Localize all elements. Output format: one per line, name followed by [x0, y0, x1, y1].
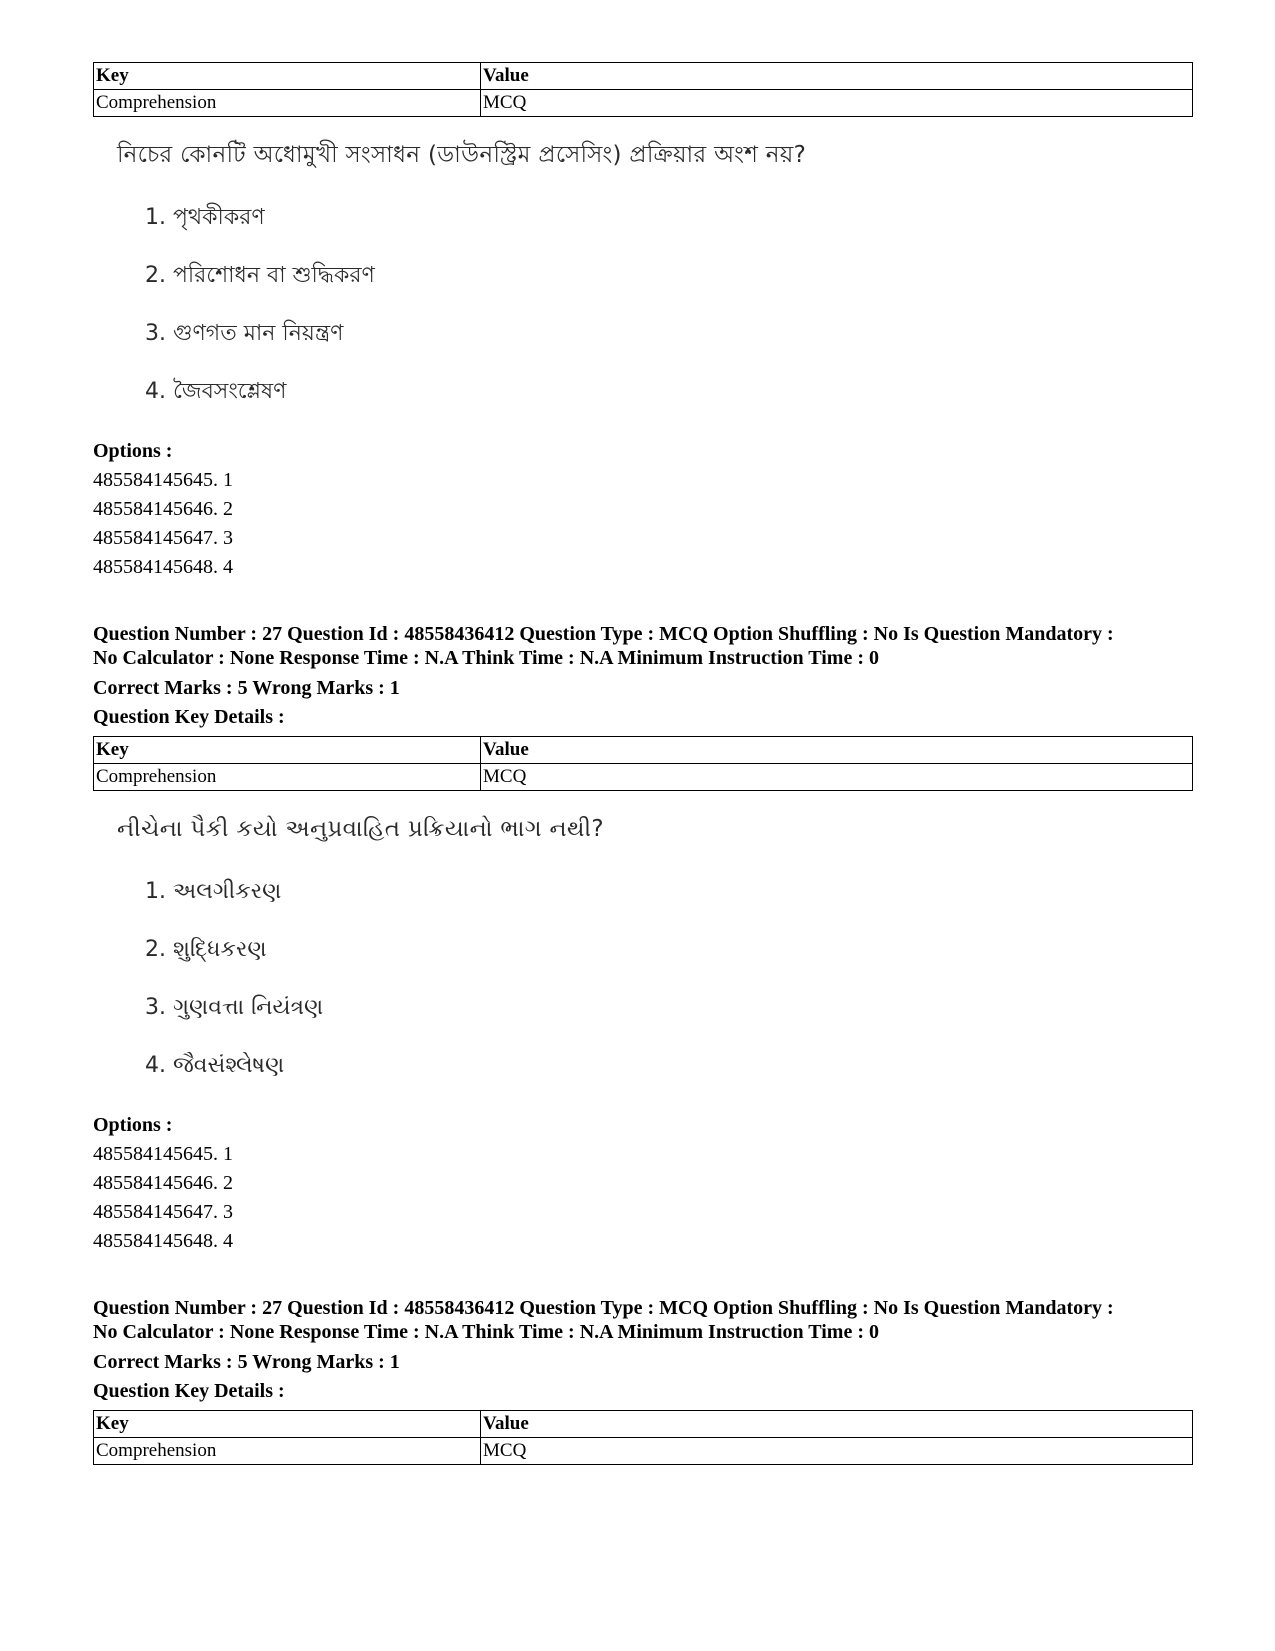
- value-cell: MCQ: [481, 90, 1193, 117]
- option-item: 485584145645. 1: [93, 469, 233, 491]
- table-header-row: [94, 737, 1193, 764]
- key-cell: Comprehension: [94, 764, 481, 791]
- table-header-row: [94, 1411, 1193, 1438]
- document-page: [93, 62, 1193, 1465]
- options-heading: Options :: [93, 440, 173, 462]
- key-cell: Comprehension: [94, 90, 481, 117]
- value-header: Value: [481, 63, 1193, 90]
- option-item: 485584145648. 4: [93, 1230, 233, 1252]
- question-image-bengali: [117, 133, 1193, 421]
- table-header-row: [94, 63, 1193, 90]
- question-meta-line: Question Number : 27 Question Id : 48558436412 Question Type : MCQ Option Shuffling : No Is Question Mandatory :: [93, 1297, 1114, 1319]
- question-choice: 3. ગુણવત્તા નિયંત્રણ: [145, 995, 324, 1020]
- value-header: Value: [481, 1411, 1193, 1438]
- table-row: [94, 1438, 1193, 1465]
- question-choice-list: [145, 863, 1193, 1095]
- option-item: 485584145646. 2: [93, 1172, 233, 1194]
- question-meta-line: Question Number : 27 Question Id : 48558436412 Question Type : MCQ Option Shuffling : No Is Question Mandatory :: [93, 623, 1114, 645]
- value-cell: MCQ: [481, 764, 1193, 791]
- key-cell: Comprehension: [94, 1438, 481, 1465]
- key-value-table: [93, 62, 1193, 117]
- question-choice: 3. গুণগত মান নিয়ন্ত্রণ: [145, 321, 344, 346]
- options-heading: Options :: [93, 1114, 173, 1136]
- question-image-gujarati: [117, 807, 1193, 1095]
- option-item: 485584145646. 2: [93, 498, 233, 520]
- question-choice: 2. পরিশোধন বা শুদ্ধিকরণ: [145, 263, 375, 288]
- question-choice: 1. અલગીકરણ: [145, 879, 282, 904]
- question-choice: 4. જૈવસંશ્લેષણ: [145, 1053, 285, 1078]
- question-meta: [93, 622, 1193, 670]
- question-text: નીચેના પૈકી કયો અનુપ્રવાહિત પ્રક્રિયાનો ભાગ નથી?: [117, 816, 604, 842]
- key-details-label: Question Key Details :: [93, 1380, 285, 1402]
- key-header: Key: [94, 1411, 481, 1438]
- key-header: Key: [94, 63, 481, 90]
- key-value-table: [93, 736, 1193, 791]
- option-item: 485584145648. 4: [93, 556, 233, 578]
- key-value-table: [93, 1410, 1193, 1465]
- table-row: [94, 764, 1193, 791]
- value-header: Value: [481, 737, 1193, 764]
- marks-line: Correct Marks : 5 Wrong Marks : 1: [93, 677, 400, 699]
- table-row: [94, 90, 1193, 117]
- key-details-label: Question Key Details :: [93, 706, 285, 728]
- value-cell: MCQ: [481, 1438, 1193, 1465]
- option-item: 485584145647. 3: [93, 527, 233, 549]
- key-header: Key: [94, 737, 481, 764]
- question-meta-line: No Calculator : None Response Time : N.A Think Time : N.A Minimum Instruction Time : 0: [93, 1321, 879, 1343]
- marks-line: Correct Marks : 5 Wrong Marks : 1: [93, 1351, 400, 1373]
- question-choice-list: [145, 189, 1193, 421]
- question-text: নিচের কোনটি অধোমুখী সংসাধন (ডাউনস্ট্রিম প্রসেসিং) প্রক্রিয়ার অংশ নয়?: [117, 142, 807, 168]
- option-item: 485584145645. 1: [93, 1143, 233, 1165]
- question-choice: 1. পৃথকীকরণ: [145, 205, 265, 230]
- question-choice: 4. জৈবসংশ্লেষণ: [145, 379, 287, 404]
- option-item: 485584145647. 3: [93, 1201, 233, 1223]
- question-meta-line: No Calculator : None Response Time : N.A Think Time : N.A Minimum Instruction Time : 0: [93, 647, 879, 669]
- question-meta: [93, 1296, 1193, 1344]
- question-choice: 2. શુદ્ધિકરણ: [145, 937, 267, 962]
